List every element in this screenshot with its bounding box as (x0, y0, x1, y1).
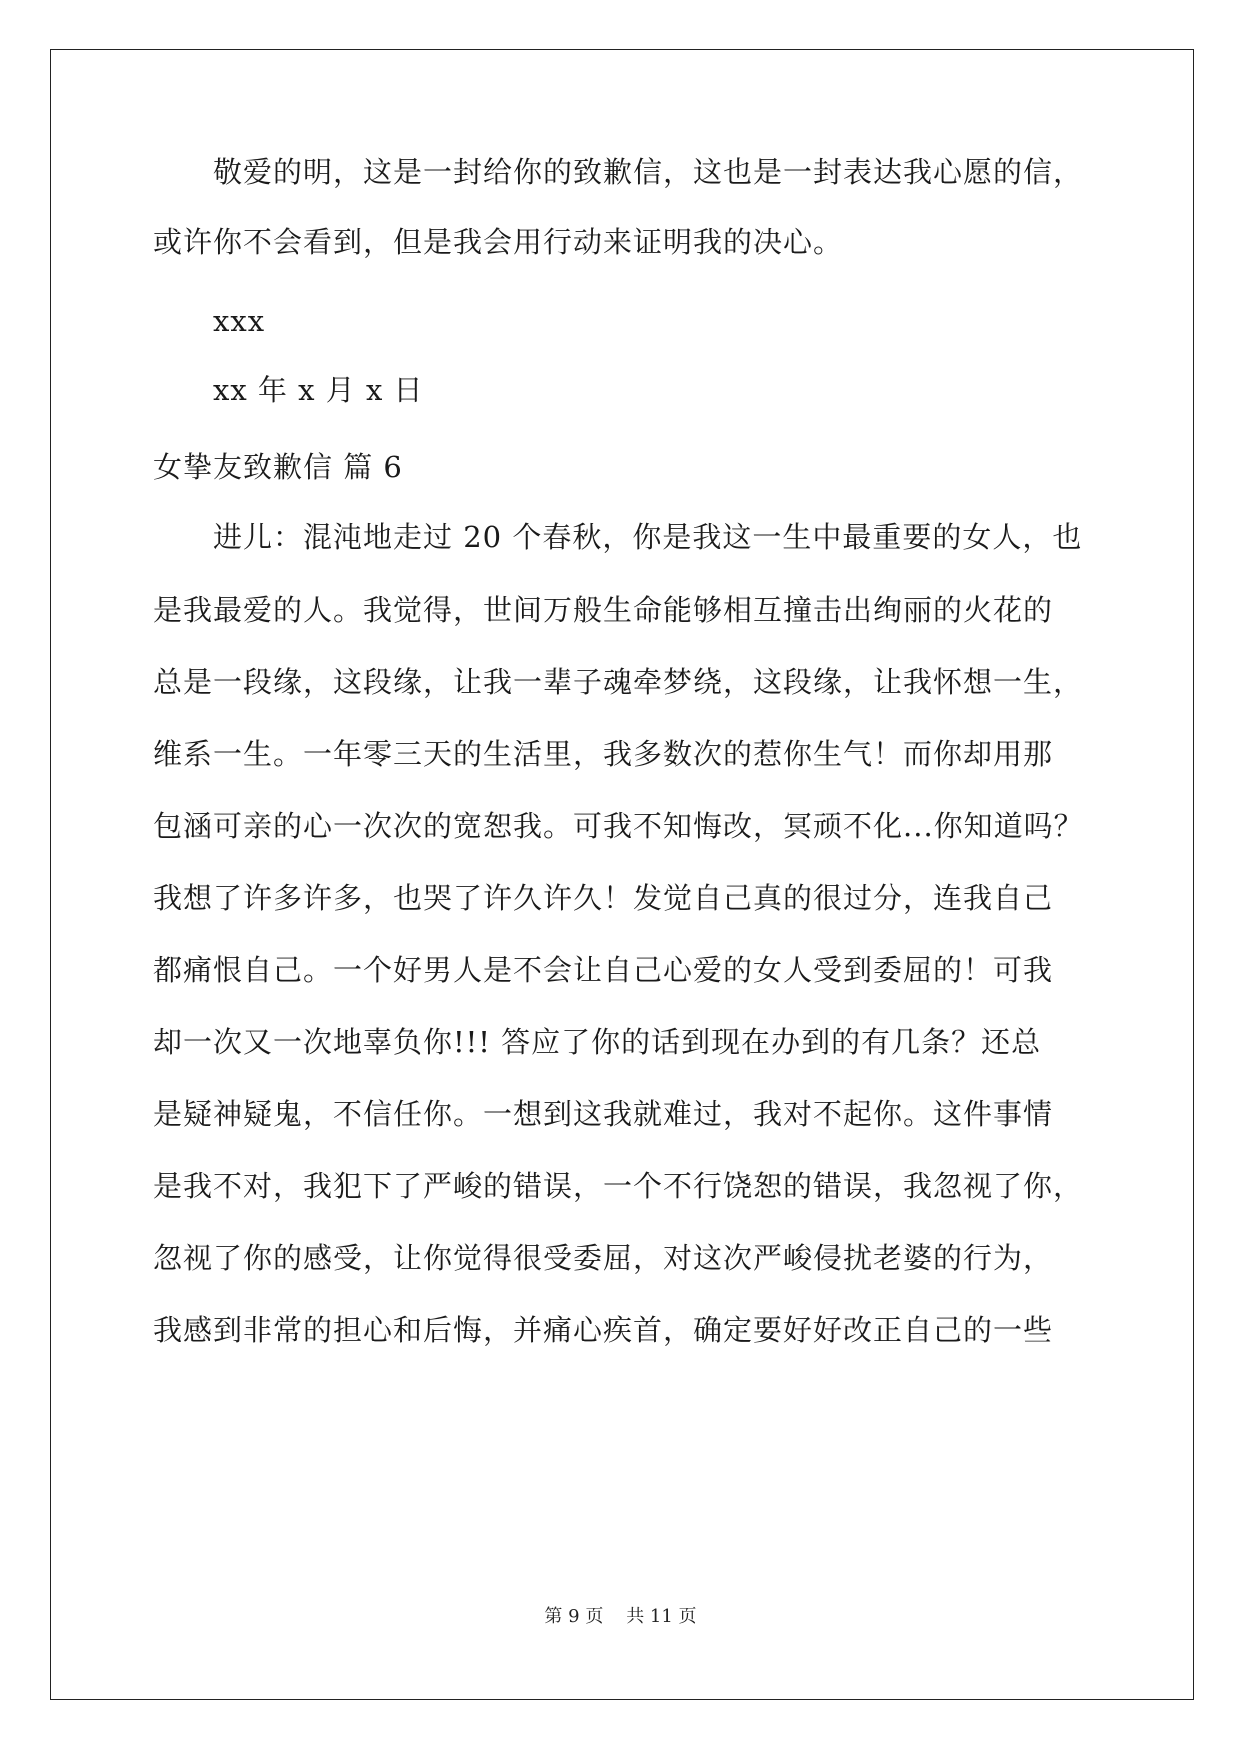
body-line-3: 总是一段缘，这段缘，让我一辈子魂牵梦绕，这段缘，让我怀想一生， (153, 665, 1084, 699)
date-line: xx 年 x 月 x 日 (213, 373, 424, 407)
body-line-10: 是我不对，我犯下了严峻的错误，一个不行饶恕的错误，我忽视了你， (153, 1169, 1084, 1203)
body-line-8: 却一次又一次地辜负你!!! 答应了你的话到现在办到的有几条？还总 (153, 1025, 1042, 1059)
section-title: 女挚友致歉信 篇 6 (153, 450, 403, 484)
page-border (50, 49, 1194, 1700)
closing-line-1: 敬爱的明，这是一封给你的致歉信，这也是一封表达我心愿的信， (213, 155, 1084, 189)
body-line-12: 我感到非常的担心和后悔，并痛心疾首，确定要好好改正自己的一些 (153, 1313, 1054, 1347)
body-line-6: 我想了许多许多，也哭了许久许久！发觉自己真的很过分，连我自己 (153, 881, 1054, 915)
body-line-9: 是疑神疑鬼，不信任你。一想到这我就难过，我对不起你。这件事情 (153, 1097, 1054, 1131)
body-line-1: 进儿：混沌地走过 20 个春秋，你是我这一生中最重要的女人，也 (213, 520, 1083, 554)
signature: xxx (213, 304, 266, 338)
body-line-7: 都痛恨自己。一个好男人是不会让自己心爱的女人受到委屈的！可我 (153, 953, 1054, 987)
body-line-2: 是我最爱的人。我觉得，世间万般生命能够相互撞击出绚丽的火花的 (153, 593, 1054, 627)
body-line-11: 忽视了你的感受，让你觉得很受委屈，对这次严峻侵扰老婆的行为， (153, 1241, 1054, 1275)
body-line-5: 包涵可亲的心一次次的宽恕我。可我不知悔改，冥顽不化...你知道吗？ (153, 809, 1084, 843)
closing-line-2: 或许你不会看到，但是我会用行动来证明我的决心。 (153, 225, 844, 259)
page-number-footer: 第 9 页 共 11 页 (544, 1606, 697, 1627)
body-line-4: 维系一生。一年零三天的生活里，我多数次的惹你生气！而你却用那 (153, 737, 1054, 771)
